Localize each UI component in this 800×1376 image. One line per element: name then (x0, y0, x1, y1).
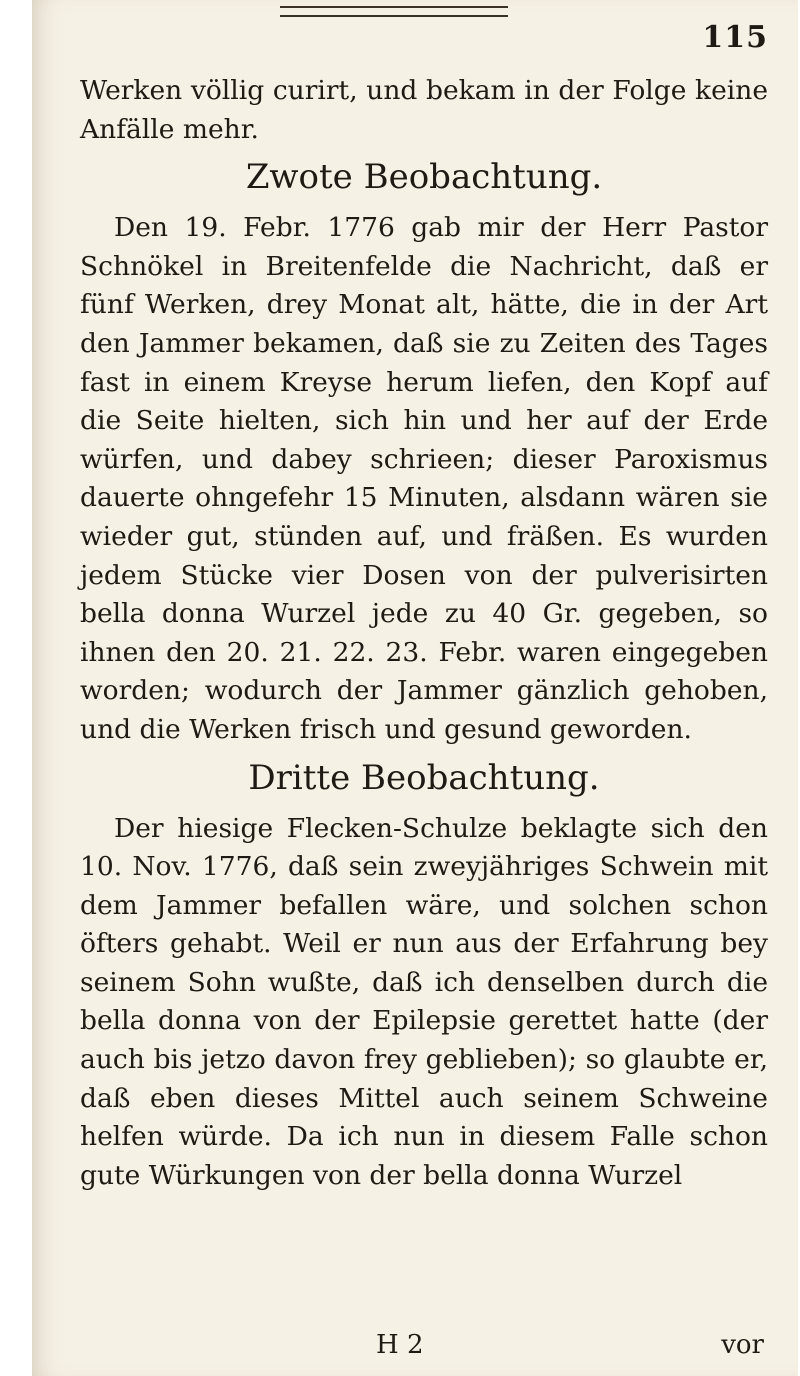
page-text (80, 72, 768, 1195)
header-rule (280, 6, 508, 17)
third-observation-paragraph: Der hiesige Flecken-Schulze beklagte sich den 10. Nov. 1776, daß sein zweyjähriges Schwein mit dem Jammer befallen wäre, und solchen schon öfters gehabt. Weil er nun aus der Erfahrung bey seinem Sohn wußte, daß ich denselben durch die bella donna von der Epilepsie gerettet hatte (der auch bis jetzo davon frey geblieben); so glaubte er, daß eben dieses Mittel auch seinem Schweine helfen würde. Da ich nun in diesem Falle schon gute Würkungen von der bella donna Wurzel (80, 812, 768, 1191)
signature-mark: H 2 (376, 1330, 424, 1360)
section-heading-second-observation: Zwote Beobachtung. (245, 157, 603, 198)
continuation-paragraph: Werken völlig curirt, und bekam in der Folge keine Anfälle mehr. (80, 75, 768, 145)
catchword: vor (721, 1330, 764, 1360)
book-page (32, 0, 798, 1376)
page-footer (80, 1330, 768, 1370)
page-number: 115 (702, 20, 768, 55)
second-observation-paragraph: Den 19. Febr. 1776 gab mir der Herr Pastor Schnökel in Breitenfelde die Nachricht, daß er fünf Werken, drey Monat alt, hätte, die in der Art den Jammer bekamen, daß sie zu Zeiten des Tages fast in einem Kreyse herum liefen, den Kopf auf die Seite hielten, sich hin und her auf der Erde würfen, und dabey schrieen; dieser Paroxismus dauerte ohngefehr 15 Minuten, alsdann wären sie wieder gut, stünden auf, und fräßen. Es wurden jedem Stücke vier Dosen von der pulverisirten bella donna Wurzel jede zu 40 Gr. gegeben, so ihnen den 20. 21. 22. 23. Febr. waren eingegeben worden; wodurch der Jammer gänzlich gehoben, und die Werken frisch und gesund geworden. (80, 212, 768, 745)
section-heading-third-observation: Dritte Beobachtung. (248, 757, 600, 798)
